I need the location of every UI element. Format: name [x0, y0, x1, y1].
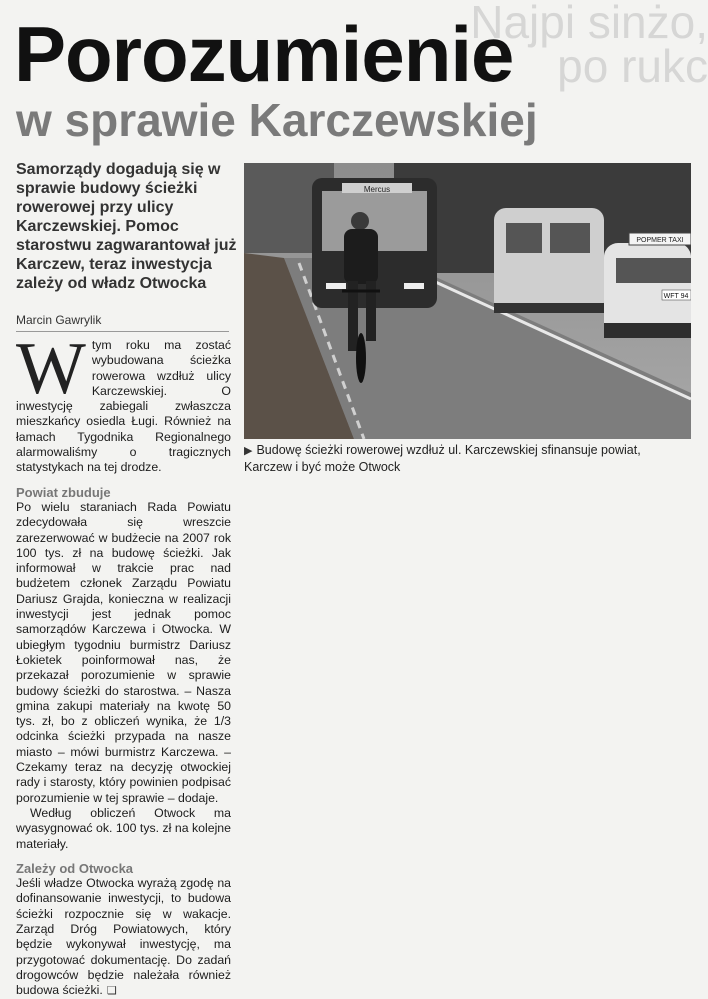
caption-arrow-icon: ▶ — [244, 445, 253, 457]
section2-paragraph — [16, 876, 231, 999]
caption-text: Budowę ścieżki rowerowej wzdłuż ul. Karczewskiej sfinansuje powiat, Karczew i być może Otwock — [244, 443, 641, 474]
bus-sign: Mercus — [363, 185, 391, 194]
intro-paragraph: tym roku ma zostać wybudowana ścieżka rowerowa wzdłuż ulicy Karczewskiej. O inwestycję zabiegali zwłaszcza mieszkańcy osiedla Ługi. Również na łamach Tygodnika Regionalnego alarmowaliśmy o tragicznych statystykach na tej drodze. — [16, 338, 231, 475]
dropcap: W — [16, 328, 86, 410]
article-lead: Samorządy dogadują się w sprawie budowy ścieżki rowerowej przy ulicy Karczewskiej. Pomoc starostwu zagwarantował już Karczew, teraz inwestycja zależy od władz Otwocka — [16, 161, 237, 292]
bleed-through-text: Najpi sinżo, po rukc — [470, 0, 708, 92]
article-photo — [244, 163, 691, 439]
taxi-plate: WFT 94 — [663, 293, 689, 300]
section1-paragraph: Po wielu staraniach Rada Powiatu zdecydowała się wreszcie zarezerwować w budżecie na 2007 rok 100 tys. zł na budowę ścieżki. Jak informował w trakcie prac nad budżetem członek Zarządu Powiatu Dariusz Grajda, konieczna w realizacji inwestycji jest jednak pomoc samorządów Karczewa i Otwocka. W ubiegłym tygodniu burmistrz Dariusz Łokietek poinformował nas, że przekazał porozumienie w sprawie budowy ścieżki do starostwa. – Nasza gmina zakupi materiały na kwotę 50 tys. zł, bo z obliczeń wynika, że 1/3 odcinka ścieżki przypada na nasze miasto – mówi burmistrz Karczewa. – Czekamy teraz na decyzję otwockiej rady i starosty, który powinien podpisać porozumienie w tej sprawie – dodaje. — [16, 499, 231, 805]
section1-paragraph-2: Według obliczeń Otwock ma wyasygnować ok. 100 tys. zł na kolejne materiały. — [16, 805, 231, 851]
photo-caption — [244, 442, 692, 475]
road-cyclist-photo — [244, 163, 691, 439]
taxi-sign: POPMER TAXI — [636, 237, 684, 244]
section-heading-powiat: Powiat zbuduje — [16, 484, 111, 500]
article-title: Porozumienie — [14, 10, 514, 98]
section-heading-otwock: Zależy od Otwocka — [16, 860, 134, 876]
taxi-car — [604, 233, 691, 338]
article-body — [16, 328, 231, 999]
van — [494, 208, 604, 313]
section2-text: Jeśli władze Otwocka wyrażą zgodę na dofinansowanie inwestycji, to budowa ścieżki rozpocznie się w wakacje. Zarząd Dróg Powiatowych, który będzie wykonywał inwestycję, ma przygotować dokumentację. Do zadań drogowców będzie należała również budowa ścieżki. — [16, 876, 231, 998]
article-author: Marcin Gawrylik — [16, 313, 229, 332]
end-mark-icon: ❑ — [106, 985, 117, 998]
article-subtitle: w sprawie Karczewskiej — [16, 94, 538, 146]
